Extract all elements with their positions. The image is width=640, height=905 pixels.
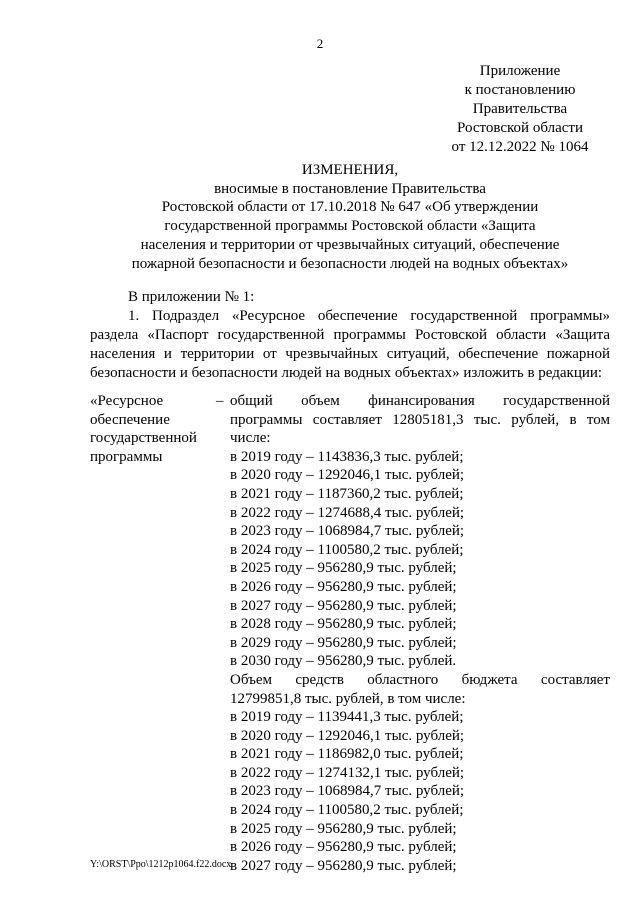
appendix-header — [420, 62, 620, 157]
paragraph-line: безопасности и безопасности людей на водных объектах» изложить в редакции: — [90, 365, 603, 381]
label-line: программы — [90, 448, 163, 465]
regional-lead-line: Объем средств областного бюджета составляет — [230, 671, 610, 688]
intro-line — [90, 288, 610, 307]
paragraph-1 — [90, 307, 610, 383]
regional-year-item: в 2020 году – 1292046,1 тыс. рублей; — [230, 727, 465, 744]
financing-lead-line: программы составляет 12805181,3 тыс. рублей, в том — [230, 411, 610, 428]
financing-year-item: в 2019 году – 1143836,3 тыс. рублей; — [230, 448, 464, 465]
regional-year-item: в 2022 году – 1274132,1 тыс. рублей; — [230, 764, 465, 781]
financing-lead-line: числе: — [230, 430, 271, 447]
financing-year-item: в 2024 году – 1100580,2 тыс. рублей; — [230, 541, 464, 558]
financing-lead-line: общий объем финансирования государственной — [230, 393, 610, 409]
financing-year-item: в 2023 году – 1068984,7 тыс. рублей; — [230, 523, 465, 540]
resource-label — [90, 392, 220, 466]
title-line: ИЗМЕНЕНИЯ, — [301, 162, 399, 178]
financing-year-item: в 2029 году – 956280,9 тыс. рублей; — [230, 634, 457, 651]
financing-year-item: в 2027 году – 956280,9 тыс. рублей; — [230, 597, 457, 614]
regional-year-item: в 2024 году – 1100580,2 тыс. рублей; — [230, 802, 464, 819]
regional-lead-line: 12799851,8 тыс. рублей, в том числе: — [230, 690, 466, 707]
label-line: обеспечение — [90, 411, 170, 428]
title-line: Ростовской области от 17.10.2018 № 647 «Об утверждении — [161, 199, 539, 216]
regional-year-item: в 2025 году – 956280,9 тыс. рублей; — [230, 820, 457, 837]
financing-year-item: в 2025 году – 956280,9 тыс. рублей; — [230, 560, 457, 577]
page-number: 2 — [316, 36, 324, 51]
appendix-line: к постановлению — [464, 82, 576, 98]
financing-year-item: в 2030 году – 956280,9 тыс. рублей. — [230, 653, 457, 670]
intro-text: В приложении № 1: — [128, 289, 255, 305]
financing-year-item: в 2020 году – 1292046,1 тыс. рублей; — [230, 467, 465, 484]
financing-block — [230, 392, 610, 875]
label-line: «Ресурсное — [90, 393, 164, 409]
label-line: государственной — [90, 430, 197, 447]
title-line: населения и территории от чрезвычайных ситуаций, обеспечение — [140, 236, 560, 253]
appendix-line: Приложение — [479, 63, 561, 79]
appendix-line: от 12.12.2022 № 1064 — [451, 139, 589, 155]
title-line: пожарной безопасности и безопасности людей на водных объектах» — [131, 255, 569, 272]
regional-year-item: в 2023 году – 1068984,7 тыс. рублей; — [230, 783, 465, 800]
separator-dash: – — [216, 393, 224, 409]
paragraph-line: раздела «Паспорт государственной программы Ростовской области «Защита — [90, 327, 610, 343]
financing-year-item: в 2022 году – 1274688,4 тыс. рублей; — [230, 504, 465, 521]
appendix-line: Правительства — [472, 101, 568, 117]
footer-file-path: Y:\ORST\Ppo\1212p1064.f22.docx — [90, 859, 232, 870]
regional-year-item: в 2019 году – 1139441,3 тыс. рублей; — [230, 709, 464, 726]
document-title — [90, 161, 610, 273]
title-line: государственной программы Ростовской области «Защита — [164, 218, 536, 235]
paragraph-line: 1. Подраздел «Ресурсное обеспечение государственной программы» — [128, 308, 610, 324]
appendix-line: Ростовской области — [457, 120, 583, 136]
financing-year-item: в 2021 году – 1187360,2 тыс. рублей; — [230, 485, 464, 502]
paragraph-line: населения и территории от чрезвычайных ситуаций, обеспечение пожарной — [90, 346, 610, 362]
regional-year-item: в 2027 году – 956280,9 тыс. рублей; — [230, 857, 457, 874]
title-line: вносимые в постановление Правительства — [214, 180, 486, 197]
regional-year-item: в 2026 году – 956280,9 тыс. рублей; — [230, 839, 457, 856]
regional-year-item: в 2021 году – 1186982,0 тыс. рублей; — [230, 746, 464, 763]
financing-year-item: в 2028 году – 956280,9 тыс. рублей; — [230, 616, 457, 633]
financing-year-item: в 2026 году – 956280,9 тыс. рублей; — [230, 578, 457, 595]
